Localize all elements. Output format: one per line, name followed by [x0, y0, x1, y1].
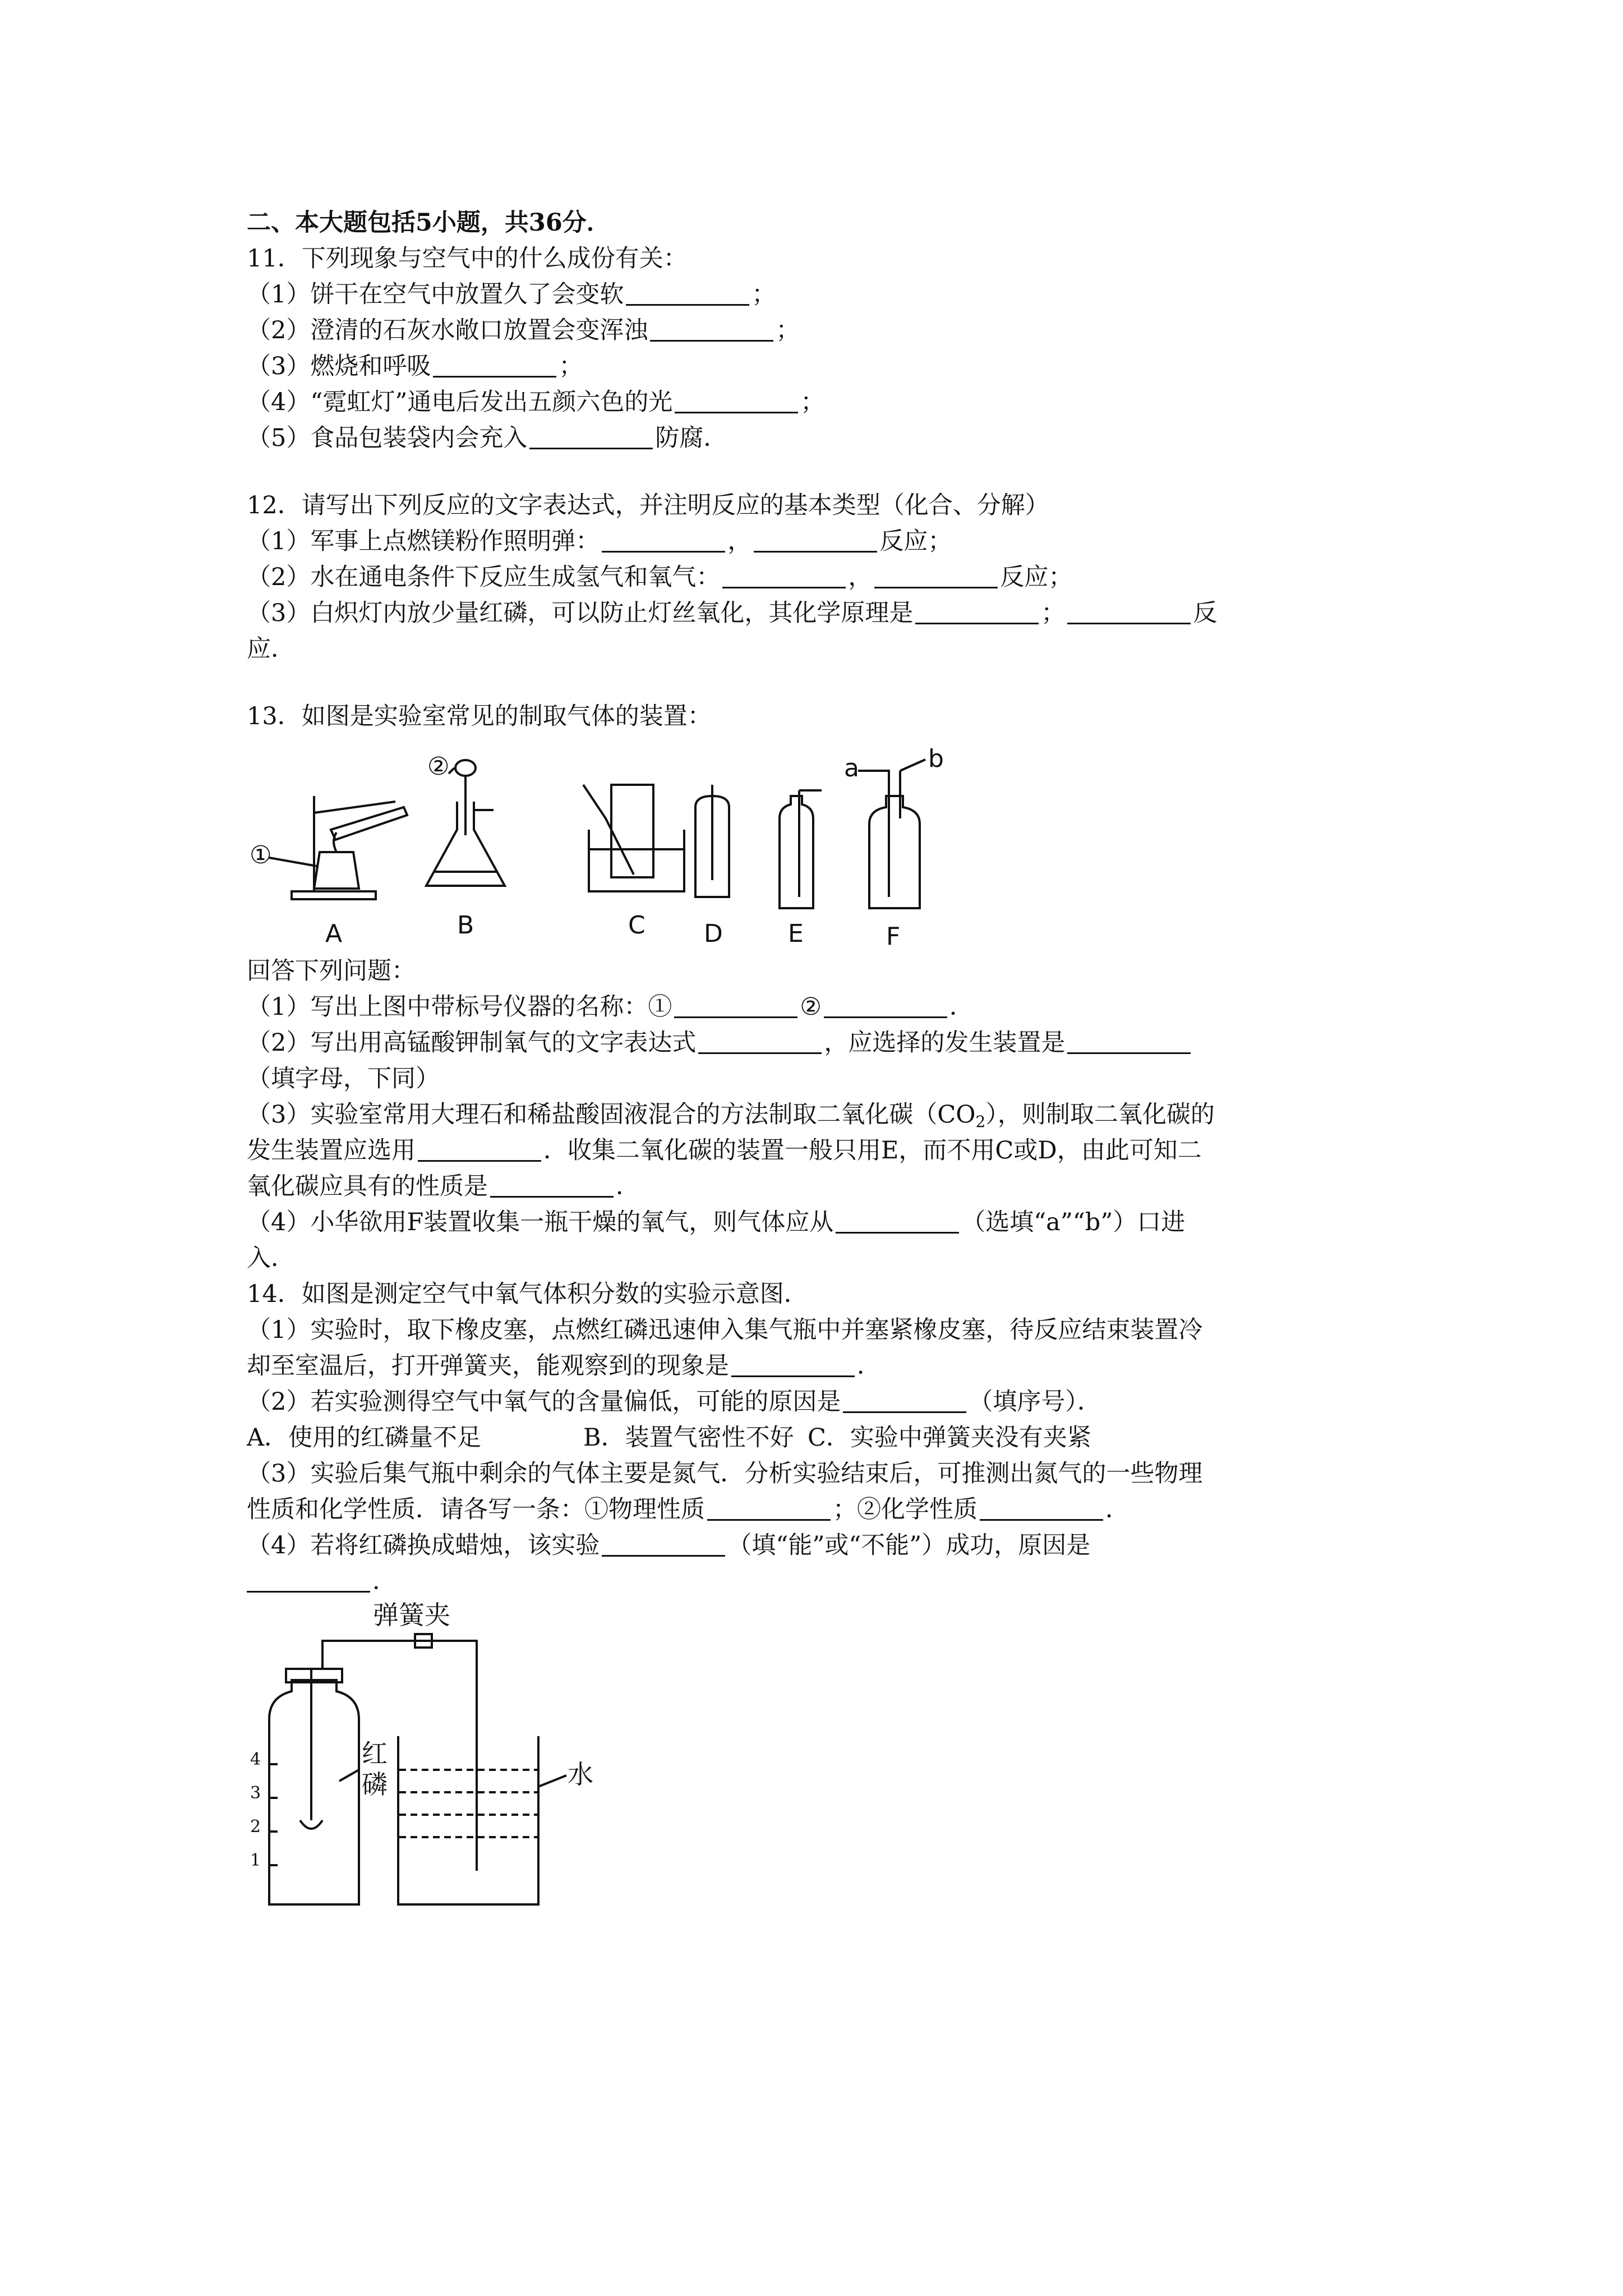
- gas-bottle: [269, 1680, 359, 1904]
- gas-apparatus-figure: [247, 740, 1144, 953]
- q14-part-2-end: （填序号）．: [969, 1388, 1101, 1416]
- q13-part-3-text-end: ），则制取二氧化碳的: [985, 1101, 1215, 1129]
- apparatus-a-pointer: [269, 858, 317, 866]
- q11-item-5-text: （5）食品包装袋内会充入: [247, 424, 528, 452]
- q11-item-2: [247, 312, 1402, 348]
- q14-part-4-cont: [247, 1563, 1402, 1599]
- oxygen-measurement-figure: [247, 1602, 594, 1927]
- q14-part-3-line-2-text: 性质和化学性质．请各写一条：①物理性质: [247, 1496, 705, 1524]
- q12-item-1-text: （1）军事上点燃镁粉作照明弹：: [247, 527, 600, 555]
- answer-blank[interactable]: [675, 387, 798, 413]
- beaker: [398, 1736, 538, 1904]
- q14-part-4: [247, 1527, 1402, 1563]
- option-a[interactable]: A．使用的红磷量不足: [247, 1424, 482, 1452]
- option-b[interactable]: B．装置气密性不好: [583, 1424, 794, 1452]
- scale-label: 4: [250, 1750, 261, 1769]
- apparatus-c-label: C: [628, 911, 645, 940]
- q14-part-4-end: ．: [372, 1567, 396, 1595]
- q11-item-5: [247, 420, 1402, 456]
- q13-part-4: [247, 1204, 1402, 1240]
- answer-blank[interactable]: [731, 1351, 855, 1377]
- answer-blank[interactable]: [722, 562, 846, 588]
- q13-part-1-mid: ②: [800, 993, 822, 1021]
- apparatus-e-label: E: [788, 919, 804, 948]
- q12-item-1-end: 反应；: [879, 527, 952, 555]
- q14-options: [247, 1420, 1402, 1456]
- water-pointer: [538, 1775, 566, 1787]
- q12-item-3-cont: 应．: [247, 635, 295, 663]
- q13-part-4-text: （4）小华欲用F装置收集一瓶干燥的氧气，则气体应从: [247, 1208, 834, 1236]
- q14-part-1-line-1: （1）实验时，取下橡皮塞，点燃红磷迅速伸入集气瓶中并塞紧橡皮塞，待反应结束装置冷: [247, 1316, 1203, 1344]
- q13-part-1-end: ．: [949, 993, 974, 1021]
- exam-page: [247, 205, 1402, 1927]
- answer-blank[interactable]: [602, 1530, 725, 1557]
- q11-item-3: [247, 348, 1402, 384]
- marker-2-label: ②: [427, 752, 450, 781]
- q12-item-3: [247, 595, 1402, 631]
- q14-part-4-end: （填“能”或“不能”）成功，原因是: [727, 1531, 1091, 1559]
- q14-part-2-text: （2）若实验测得空气中氧气的含量偏低，可能的原因是: [247, 1388, 841, 1416]
- apparatus-c-trough: [589, 830, 684, 891]
- q11-item-4-text: （4）“霓虹灯”通电后发出五颜六色的光: [247, 388, 673, 416]
- q13-answer-intro: 回答下列问题：: [247, 957, 416, 985]
- q14-stem: 14．如图是测定空气中氧气体积分数的实验示意图．: [247, 1280, 808, 1308]
- q13-part-2-mid: ，应选择的发生装置是: [824, 1029, 1066, 1057]
- apparatus-f-long-tube: [858, 771, 889, 897]
- q13-part-1-text: （1）写出上图中带标号仪器的名称：①: [247, 993, 672, 1021]
- q13-part-4-end: （选填“a”“b”）口进: [961, 1208, 1186, 1236]
- q13-part-1: [247, 989, 1402, 1025]
- answer-blank[interactable]: [1067, 598, 1191, 624]
- answer-blank[interactable]: [754, 526, 877, 553]
- spring-clamp-label: 弹簧夹: [373, 1600, 450, 1630]
- apparatus-c-delivery-tube: [583, 785, 634, 875]
- apparatus-a-base: [292, 891, 376, 899]
- scale-label: 2: [250, 1817, 261, 1837]
- q13-part-2-cont: （填字母，下同）: [247, 1065, 440, 1093]
- answer-blank[interactable]: [490, 1171, 614, 1198]
- q14-part-4-text: （4）若将红磷换成蜡烛，该实验: [247, 1531, 600, 1559]
- answer-blank[interactable]: [529, 423, 653, 449]
- section-heading: 二、本大题包括5小题，共36分．: [247, 209, 611, 237]
- q13-part-2-text: （2）写出用高锰酸钾制氧气的文字表达式: [247, 1029, 697, 1057]
- q13-part-3-line-3-text: 氧化碳应具有的性质是: [247, 1172, 488, 1200]
- answer-blank[interactable]: [602, 526, 725, 553]
- apparatus-e-bottle: [780, 796, 813, 908]
- q11-item-5-end: 防腐．: [655, 424, 728, 452]
- marker-1-label: ①: [250, 841, 272, 869]
- q13-stem: 13．如图是实验室常见的制取气体的装置：: [247, 702, 712, 730]
- q12-item-1-sep: ，: [727, 527, 752, 555]
- answer-blank[interactable]: [707, 1494, 831, 1521]
- co2-subscript: 2: [975, 1112, 986, 1131]
- q12-item-1: [247, 523, 1402, 559]
- answer-blank[interactable]: [824, 992, 947, 1018]
- q13-part-2: [247, 1025, 1402, 1061]
- option-c[interactable]: C．实验中弹簧夹没有夹紧: [808, 1424, 1091, 1452]
- answer-blank[interactable]: [980, 1494, 1103, 1521]
- answer-blank[interactable]: [626, 279, 749, 306]
- q11-item-1-end: ；: [751, 280, 776, 309]
- q11-item-2-end: ；: [776, 316, 800, 344]
- q12-item-3-sep: ；: [1041, 599, 1066, 627]
- q14-part-3-line-2: [247, 1492, 1402, 1527]
- oxygen-apparatus-drawing: [247, 1602, 594, 1927]
- phosphorus-pointer: [339, 1770, 359, 1781]
- q11-item-3-text: （3）燃烧和呼吸: [247, 352, 431, 380]
- combustion-spoon: [300, 1820, 322, 1829]
- q14-part-1-line-2-text: 却至室温后，打开弹簧夹，能观察到的现象是: [247, 1352, 729, 1380]
- q12-item-2: [247, 559, 1402, 595]
- apparatus-d-label: D: [704, 919, 723, 948]
- apparatus-b-pointer: [449, 768, 454, 774]
- apparatus-c-cylinder: [611, 785, 653, 877]
- port-a-label: a: [844, 754, 859, 783]
- answer-blank[interactable]: [874, 562, 998, 588]
- apparatus-f-label: F: [886, 922, 901, 951]
- q13-part-3-line-1: [247, 1097, 1402, 1133]
- answer-blank[interactable]: [433, 351, 556, 378]
- q13-part-3-text: （3）实验室常用大理石和稀盐酸固液混合的方法制取二氧化碳（CO: [247, 1101, 976, 1129]
- q11-item-1: [247, 277, 1402, 312]
- q11-item-2-text: （2）澄清的石灰水敞口放置会变浑浊: [247, 316, 648, 344]
- apparatus-a-label: A: [325, 919, 343, 948]
- q14-part-1-line-2: [247, 1348, 1402, 1384]
- apparatus-drawings: [247, 740, 1144, 953]
- q13-part-3-line-3: [247, 1168, 1402, 1204]
- port-b-label: b: [928, 744, 944, 773]
- answer-blank[interactable]: [674, 992, 797, 1018]
- apparatus-e-tube: [799, 790, 822, 897]
- answer-blank[interactable]: [418, 1135, 541, 1162]
- red-phosphorus-label-2: 磷: [362, 1769, 388, 1800]
- apparatus-b-funnel: [455, 760, 476, 776]
- q12-item-3-end: 反: [1193, 599, 1218, 627]
- q11-item-4: [247, 384, 1402, 420]
- answer-blank[interactable]: [1067, 1028, 1191, 1054]
- q11-item-4-end: ；: [800, 388, 825, 416]
- q13-part-3-line-2: [247, 1133, 1402, 1168]
- answer-blank[interactable]: [698, 1028, 822, 1054]
- answer-blank[interactable]: [843, 1387, 966, 1413]
- apparatus-a-flame: [334, 832, 336, 852]
- q12-item-2-end: 反应；: [1000, 563, 1073, 591]
- q12-item-2-sep: ，: [848, 563, 873, 591]
- apparatus-a-test-tube: [331, 807, 407, 840]
- answer-blank[interactable]: [836, 1207, 959, 1234]
- scale-label: 3: [250, 1783, 261, 1803]
- scale-label: 1: [250, 1851, 261, 1870]
- q12-item-3-text: （3）白炽灯内放少量红磷，可以防止灯丝氧化，其化学原理是: [247, 599, 914, 627]
- apparatus-f-bottle: [869, 796, 920, 908]
- q14-part-3-line-2-end: ．: [1105, 1496, 1129, 1524]
- apparatus-a-clamp-arm: [314, 802, 395, 813]
- q13-part-4-cont: 入．: [247, 1244, 295, 1272]
- q13-part-3-line-3-end: ．: [616, 1172, 640, 1200]
- q13-part-3-line-2-text: 发生装置应选用: [247, 1137, 416, 1165]
- q14-part-2: [247, 1384, 1402, 1420]
- q13-part-3-line-2-end: ．收集二氧化碳的装置一般只用E，而不用C或D，由此可知二: [543, 1137, 1202, 1165]
- q14-part-1-line-2-end: ．: [857, 1352, 881, 1380]
- q12-item-2-text: （2）水在通电条件下反应生成氢气和氧气：: [247, 563, 721, 591]
- apparatus-a-alcohol-lamp: [314, 852, 359, 889]
- answer-blank[interactable]: [915, 598, 1039, 624]
- red-phosphorus-label-1: 红: [362, 1738, 388, 1769]
- apparatus-b-label: B: [457, 911, 474, 940]
- q14-part-3-line-2-mid: ；②化学性质: [833, 1496, 978, 1524]
- q11-item-1-text: （1）饼干在空气中放置久了会变软: [247, 280, 624, 309]
- q12-stem: 12．请写出下列反应的文字表达式，并注明反应的基本类型（化合、分解）: [247, 491, 1049, 519]
- answer-blank[interactable]: [247, 1566, 370, 1593]
- q11-item-3-end: ；: [559, 352, 583, 380]
- water-label: 水: [568, 1759, 593, 1789]
- q11-stem: 11．下列现象与空气中的什么成份有关：: [247, 245, 688, 273]
- q14-part-3-line-1: （3）实验后集气瓶中剩余的气体主要是氮气．分析实验结束后，可推测出氮气的一些物理: [247, 1460, 1203, 1488]
- answer-blank[interactable]: [650, 315, 773, 342]
